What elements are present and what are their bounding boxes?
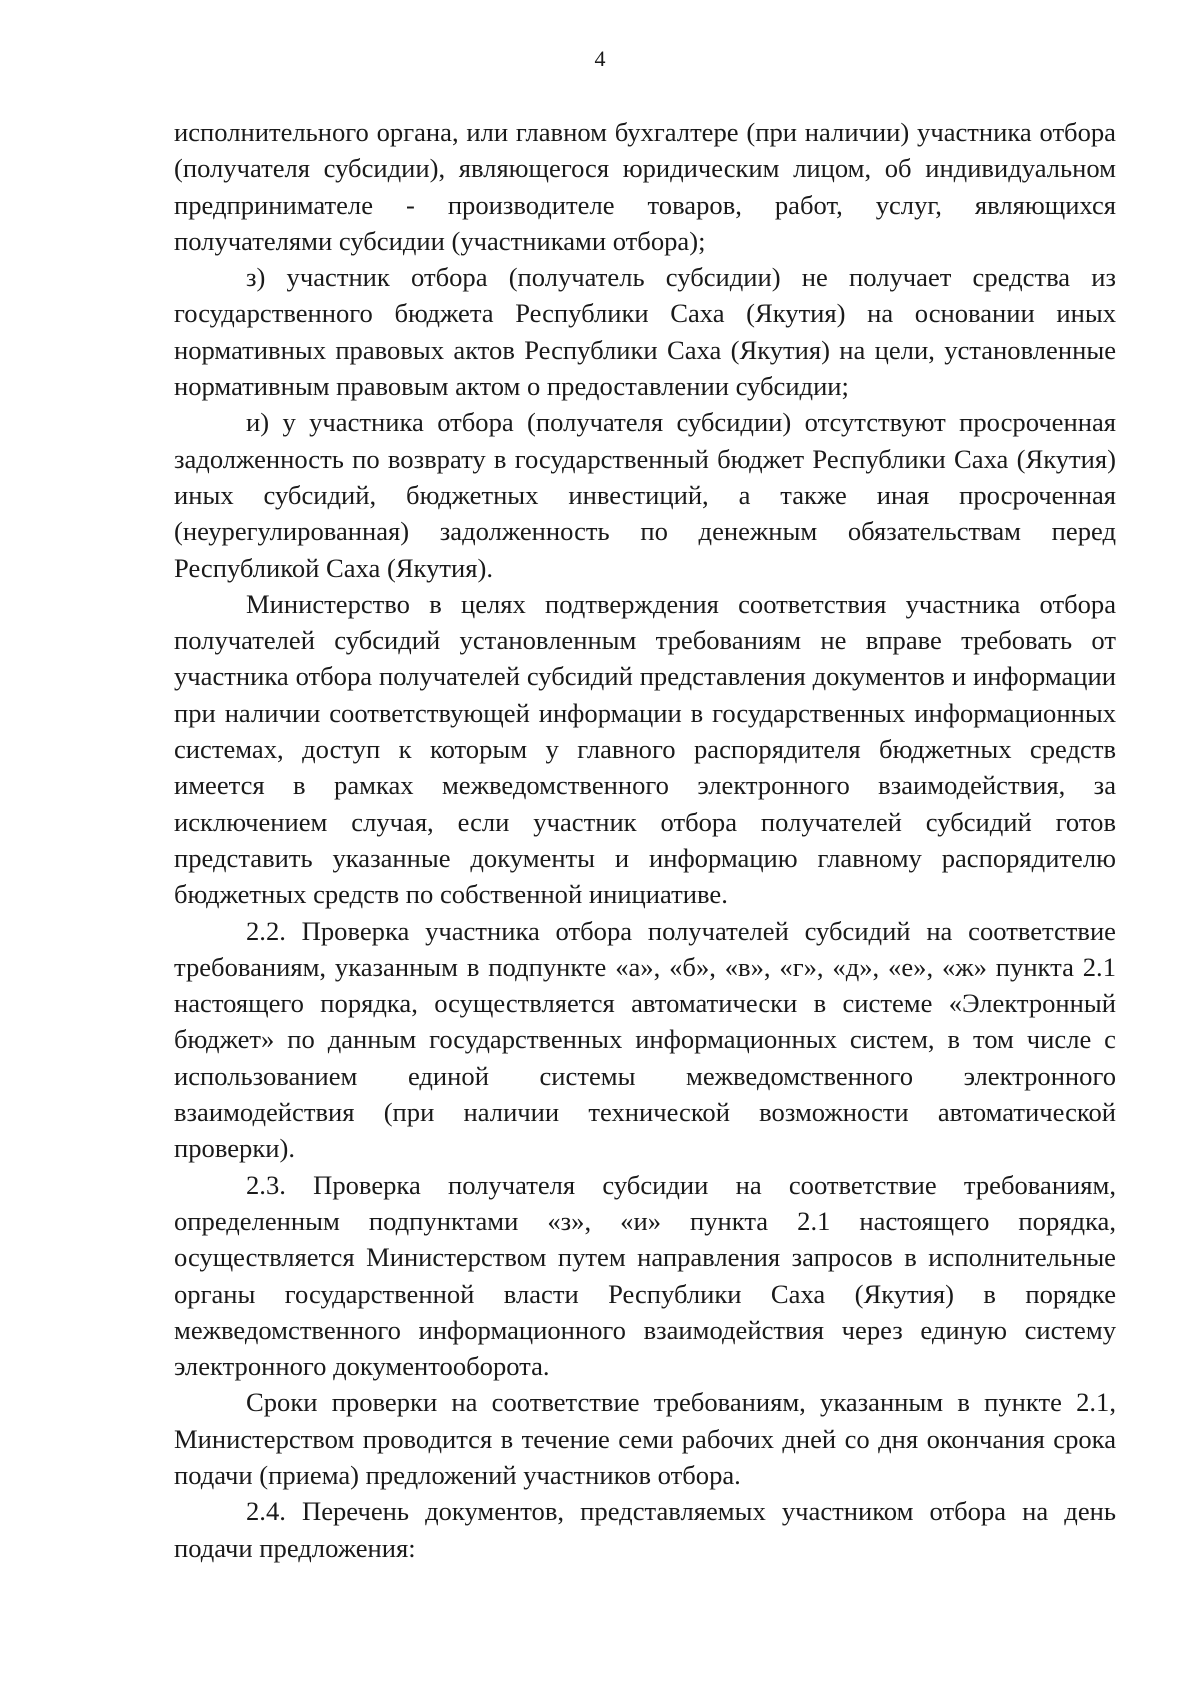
page-number: 4	[594, 46, 606, 71]
document-body	[174, 114, 1116, 1566]
paragraph-section-2-2: 2.2. Проверка участника отбора получателей субсидий на соответствие требованиям, указанным в подпункте «а», «б», «в», «г», «д», «е», «ж» пункта 2.1 настоящего порядка, осуществляется автоматически в системе «Электронный бюджет» по данным государственных информационных систем, в том числе с использованием единой системы межведомственного электронного взаимодействия (при наличии технической возможности автоматической проверки).	[174, 915, 1116, 1164]
paragraph-subitem-z: з) участник отбора (получатель субсидии) не получает средства из государственного бюджета Республики Саха (Якутия) на основании иных нормативных правовых актов Республики Саха (Якутия) на цели, установленные нормативным правовым актом о предоставлении субсидии;	[174, 262, 1116, 402]
paragraph-section-2-3: 2.3. Проверка получателя субсидии на соответствие требованиям, определенным подпунктами «з», «и» пункта 2.1 настоящего порядка, осуществляется Министерством путем направления запросов в исполнительные органы государственной власти Республики Саха (Якутия) в порядке межведомственного информационного взаимодействия через единую систему электронного документооборота.	[174, 1169, 1116, 1382]
paragraph-subitem-i: и) у участника отбора (получателя субсидии) отсутствуют просроченная задолженность по возврату в государственный бюджет Республики Саха (Якутия) иных субсидий, бюджетных инвестиций, а также иная просроченная (неурегулированная) задолженность по денежным обязательствам перед Республикой Саха (Якутия).	[174, 407, 1116, 583]
paragraph-ministry-verification: Министерство в целях подтверждения соответствия участника отбора получателей субсидий установленным требованиям не вправе требовать от участника отбора получателей субсидий представления документов и информации при наличии соответствующей информации в государственных информационных системах, доступ к которым у главного распорядителя бюджетных средств имеется в рамках межведомственного электронного взаимодействия, за исключением случая, если участник отбора получателей субсидий готов представить указанные документы и информацию главному распорядителю бюджетных средств по собственной инициативе.	[174, 588, 1116, 910]
paragraph-section-2-4: 2.4. Перечень документов, представляемых участником отбора на день подачи предложения:	[174, 1496, 1116, 1563]
paragraph-verification-deadline: Сроки проверки на соответствие требованиям, указанным в пункте 2.1, Министерством проводится в течение семи рабочих дней со дня окончания срока подачи (приема) предложений участников отбора.	[174, 1387, 1116, 1490]
paragraph-continuation: исполнительного органа, или главном бухгалтере (при наличии) участника отбора (получателя субсидии), являющегося юридическим лицом, об индивидуальном предпринимателе - производителе товаров, работ, услуг, являющихся получателями субсидии (участниками отбора);	[174, 117, 1116, 256]
